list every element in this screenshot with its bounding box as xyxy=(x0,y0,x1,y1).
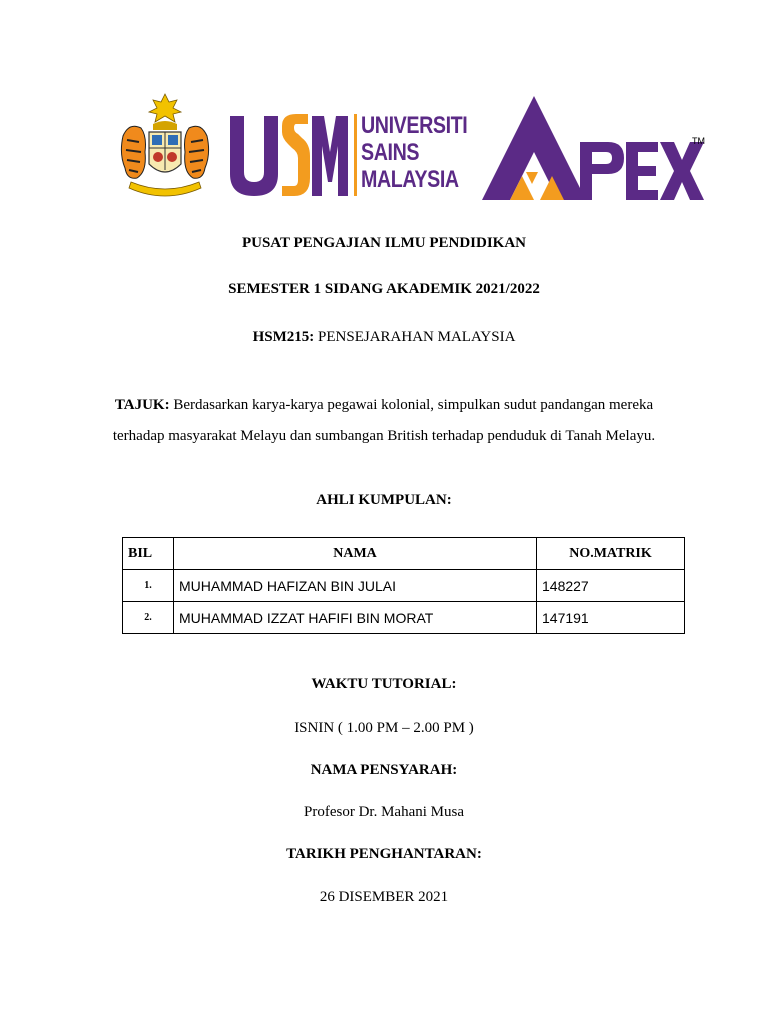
column-header-bil: BIL xyxy=(123,538,174,570)
submission-heading: TARIKH PENGHANTARAN: xyxy=(286,846,482,862)
member-name: MUHAMMAD HAFIZAN BIN JULAI xyxy=(174,570,537,602)
table-row xyxy=(123,602,685,634)
university-name xyxy=(361,112,467,193)
column-header-nama: NAMA xyxy=(174,538,537,570)
member-matric: 147191 xyxy=(537,602,685,634)
member-name: MUHAMMAD IZZAT HAFIFI BIN MORAT xyxy=(174,602,537,634)
row-number: 2. xyxy=(123,602,174,634)
course-name: PENSEJARAHAN MALAYSIA xyxy=(314,329,516,345)
header-logos xyxy=(0,0,768,230)
university-line: UNIVERSITI xyxy=(361,112,468,139)
university-line: MALAYSIA xyxy=(361,166,459,193)
course-line xyxy=(0,329,768,346)
usm-wordmark-logo xyxy=(228,112,468,202)
table-header-row xyxy=(123,538,685,570)
trademark-mark: TM xyxy=(692,136,705,146)
members-heading: AHLI KUMPULAN: xyxy=(316,492,452,508)
member-matric: 148227 xyxy=(537,570,685,602)
topic-paragraph xyxy=(100,390,668,452)
usm-letters-logo xyxy=(228,112,348,198)
table-row xyxy=(123,570,685,602)
apex-logo xyxy=(480,96,710,202)
topic-text: Berdasarkan karya-karya pegawai kolonial, simpulkan sudut pandangan mereka terhadap masyarakat Melayu dan sumbangan British terhadap penduduk di Tanah Melayu. xyxy=(112,397,656,444)
tutorial-heading: WAKTU TUTORIAL: xyxy=(311,676,457,692)
school-name: PUSAT PENGAJIAN ILMU PENDIDIKAN xyxy=(241,235,527,251)
lecturer-heading: NAMA PENSYARAH: xyxy=(310,762,458,778)
column-header-matrik: NO.MATRIK xyxy=(537,538,685,570)
members-table xyxy=(122,537,685,634)
semester-title: SEMESTER 1 SIDANG AKADEMIK 2021/2022 xyxy=(228,281,540,297)
submission-date: 26 DISEMBER 2021 xyxy=(319,889,449,905)
university-line: SAINS xyxy=(361,139,420,166)
course-code: HSM215: xyxy=(252,329,315,345)
lecturer-name: Profesor Dr. Mahani Musa xyxy=(304,804,464,820)
row-number: 1. xyxy=(123,570,174,602)
usm-divider xyxy=(354,114,357,196)
usm-crest-logo xyxy=(115,92,215,204)
tutorial-time: ISNIN ( 1.00 PM – 2.00 PM ) xyxy=(294,720,474,736)
topic-label: TAJUK: xyxy=(114,397,170,413)
